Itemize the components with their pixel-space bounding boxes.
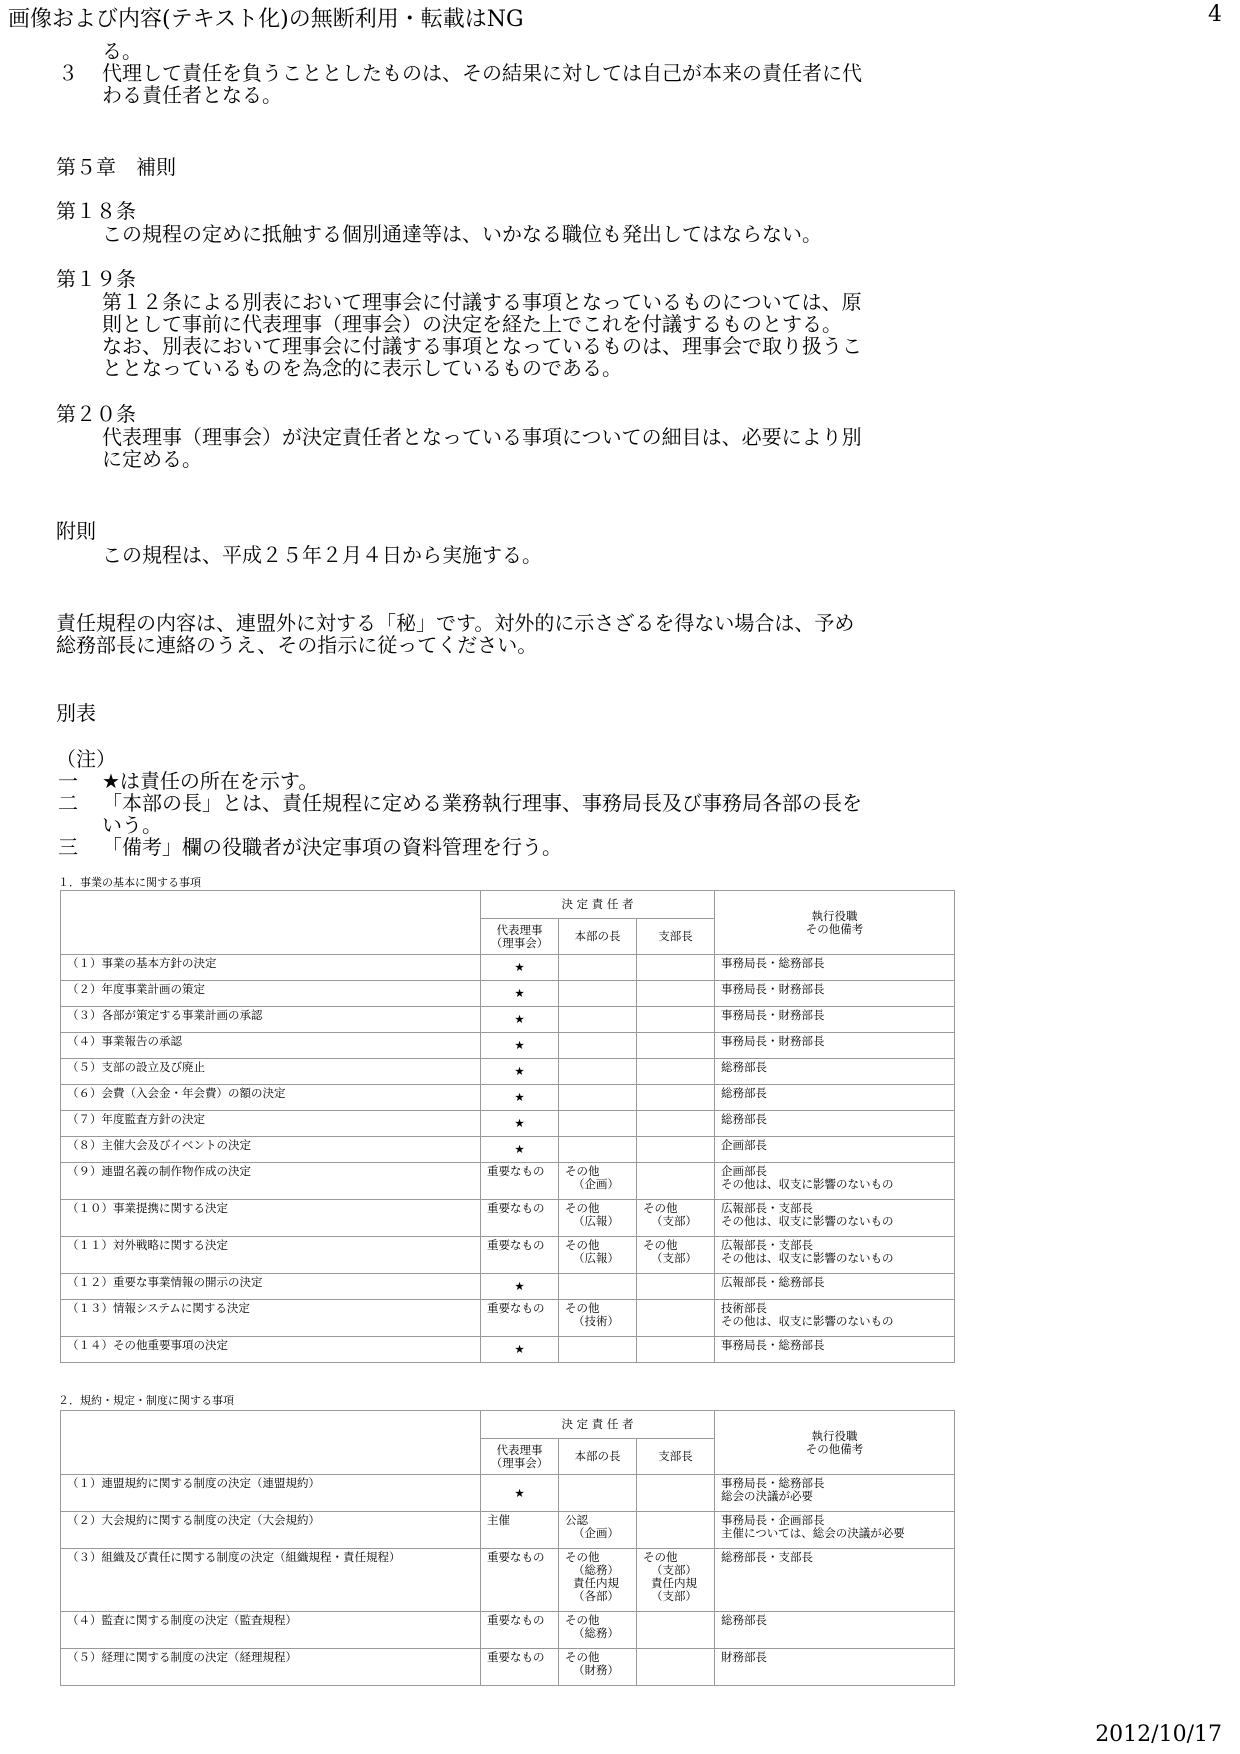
section1-title: １．事業の基本に関する事項: [58, 876, 201, 889]
row-hq: [559, 1111, 637, 1137]
responsibility-table-1: [60, 890, 955, 1363]
row-hq: [559, 1237, 637, 1274]
table-row: [61, 1300, 955, 1337]
article19-line3: なお、別表において理事会に付議する事項となっているものは、理事会で取り扱うこ: [102, 334, 862, 358]
cell-line: （企画）: [573, 1177, 619, 1191]
notes-title: （注）: [56, 747, 116, 771]
row-representative: ★: [481, 1007, 559, 1033]
row-hq: [559, 1007, 637, 1033]
row-representative: ★: [481, 1475, 559, 1512]
table-row: [61, 1200, 955, 1237]
cell-line: 企画部長: [721, 1164, 767, 1178]
row-branch: [637, 1007, 715, 1033]
table-row: [61, 981, 955, 1007]
row-remarks: [715, 981, 955, 1007]
table-row: [61, 1649, 955, 1686]
row-remarks: [715, 1549, 955, 1612]
row-hq: [559, 1549, 637, 1612]
row-branch: [637, 1237, 715, 1274]
cell-line: （財務）: [573, 1663, 619, 1677]
table-header-remarks: 執行役職 その他備考: [715, 891, 955, 955]
row-representative: 重要なもの: [481, 1163, 559, 1200]
supplementary-title: 附則: [56, 519, 96, 543]
table-header-branch: 支部長: [637, 1439, 715, 1475]
cell-line: 総務部長: [721, 1613, 767, 1627]
cell-line: その他: [565, 1201, 600, 1215]
table-row: [61, 955, 955, 981]
item-number: ３: [58, 61, 78, 85]
cell-line: 事務局長・総務部長: [721, 1338, 825, 1352]
table-row: [61, 1237, 955, 1274]
page-header-title: 画像および内容(テキスト化)の無断利用・転載はNG: [8, 7, 524, 32]
row-representative: ★: [481, 1111, 559, 1137]
table-header-representative: 代表理事 （理事会）: [481, 919, 559, 955]
cell-line: 広報部長・総務部長: [721, 1275, 825, 1289]
row-hq: [559, 1512, 637, 1549]
table-row: [61, 1111, 955, 1137]
responsibility-table-2: [60, 1410, 955, 1686]
cell-line: その他は、収支に影響のないもの: [721, 1177, 894, 1191]
cell-line: その他: [565, 1613, 600, 1627]
row-branch: [637, 1163, 715, 1200]
table-row: [61, 1059, 955, 1085]
row-branch: [637, 1200, 715, 1237]
row-hq: [559, 1475, 637, 1512]
cell-line: 企画部長: [721, 1138, 767, 1152]
page-number: 4: [1208, 2, 1222, 27]
row-hq: [559, 1137, 637, 1163]
row-item: （１２）重要な事業情報の開示の決定: [61, 1274, 481, 1300]
row-branch: [637, 981, 715, 1007]
row-representative: 重要なもの: [481, 1612, 559, 1649]
row-representative: ★: [481, 1059, 559, 1085]
row-branch: [637, 955, 715, 981]
row-item: （１４）その他重要事項の決定: [61, 1337, 481, 1363]
row-remarks: [715, 1337, 955, 1363]
row-item: （１０）事業提携に関する決定: [61, 1200, 481, 1237]
footer-date: 2012/10/17: [1095, 1722, 1222, 1747]
cell-line: （支部）: [651, 1589, 697, 1603]
table-header-group: 決 定 責 任 者: [481, 891, 715, 919]
row-item: （２）年度事業計画の策定: [61, 981, 481, 1007]
table-row: [61, 1549, 955, 1612]
article19-line1: 第１２条による別表において理事会に付議する事項となっているものについては、原: [102, 290, 862, 314]
row-representative: ★: [481, 1274, 559, 1300]
row-branch: [637, 1612, 715, 1649]
row-item: （３）各部が策定する事業計画の承認: [61, 1007, 481, 1033]
cell-line: 責任内規: [573, 1576, 619, 1590]
cell-line: 総会の決議が必要: [721, 1489, 813, 1503]
note2-text: 「本部の長」とは、責任規程に定める業務執行理事、事務局長及び事務局各部の長を: [102, 791, 862, 815]
cell-line: 技術部長: [721, 1301, 767, 1315]
continuation-text: る。: [102, 39, 142, 63]
row-item: （４）事業報告の承認: [61, 1033, 481, 1059]
cell-line: （総務）: [573, 1563, 619, 1577]
row-remarks: [715, 1512, 955, 1549]
table-header-remarks: 執行役職 その他備考: [715, 1411, 955, 1475]
row-representative: ★: [481, 1033, 559, 1059]
row-hq: [559, 1274, 637, 1300]
table-header-group: 決 定 責 任 者: [481, 1411, 715, 1439]
row-branch: [637, 1475, 715, 1512]
table-header-blank: [61, 891, 481, 955]
row-item: （４）監査に関する制度の決定（監査規程）: [61, 1612, 481, 1649]
row-item: （１１）対外戦略に関する決定: [61, 1237, 481, 1274]
row-branch: [637, 1137, 715, 1163]
cell-line: 事務局長・企画部長: [721, 1513, 825, 1527]
row-hq: [559, 1059, 637, 1085]
notice-line2: 総務部長に連絡のうえ、その指示に従ってください。: [56, 633, 538, 657]
cell-line: 事務局長・財務部長: [721, 982, 825, 996]
table-row: [61, 1512, 955, 1549]
row-item: （８）主催大会及びイベントの決定: [61, 1137, 481, 1163]
cell-line: その他は、収支に影響のないもの: [721, 1214, 894, 1228]
cell-line: 事務局長・財務部長: [721, 1008, 825, 1022]
cell-line: その他: [643, 1238, 678, 1252]
article18-title: 第１８条: [56, 199, 136, 223]
row-representative: ★: [481, 981, 559, 1007]
article18-text: この規程の定めに抵触する個別通達等は、いかなる職位も発出してはならない。: [102, 222, 822, 246]
row-hq: [559, 1337, 637, 1363]
row-representative: ★: [481, 955, 559, 981]
cell-line: 広報部長・支部長: [721, 1238, 813, 1252]
row-remarks: [715, 1649, 955, 1686]
item3-line2: わる責任者となる。: [102, 83, 282, 107]
row-item: （３）組織及び責任に関する制度の決定（組織規程・責任規程）: [61, 1549, 481, 1612]
row-hq: [559, 1085, 637, 1111]
table-row: [61, 1274, 955, 1300]
row-remarks: [715, 1085, 955, 1111]
row-item: （９）連盟名義の制作物作成の決定: [61, 1163, 481, 1200]
cell-line: その他: [643, 1201, 678, 1215]
row-remarks: [715, 1059, 955, 1085]
row-representative: 重要なもの: [481, 1237, 559, 1274]
table-row: [61, 1612, 955, 1649]
note3-number: 三: [58, 835, 78, 859]
row-hq: [559, 1649, 637, 1686]
cell-line: 総務部長: [721, 1112, 767, 1126]
row-representative: ★: [481, 1337, 559, 1363]
row-branch: [637, 1549, 715, 1612]
item3-line1: 代理して責任を負うこととしたものは、その結果に対しては自己が本来の責任者に代: [102, 61, 862, 85]
table-row: [61, 1137, 955, 1163]
cell-line: （支部）: [651, 1563, 697, 1577]
cell-line: （企画）: [573, 1526, 619, 1540]
cell-line: その他: [565, 1164, 600, 1178]
cell-line: 事務局長・総務部長: [721, 1476, 825, 1490]
note1-number: 一: [58, 769, 78, 793]
row-branch: [637, 1059, 715, 1085]
article19-line2: 則として事前に代表理事（理事会）の決定を経た上でこれを付議するものとする。: [102, 312, 842, 336]
cell-line: その他: [565, 1238, 600, 1252]
row-branch: [637, 1300, 715, 1337]
note3-text: 「備考」欄の役職者が決定事項の資料管理を行う。: [102, 835, 562, 859]
cell-line: （支部）: [651, 1251, 697, 1265]
cell-line: その他: [565, 1650, 600, 1664]
row-branch: [637, 1512, 715, 1549]
row-remarks: [715, 1163, 955, 1200]
cell-line: （技術）: [573, 1314, 619, 1328]
section2-title: ２．規約・規定・制度に関する事項: [58, 1394, 234, 1407]
cell-line: その他は、収支に影響のないもの: [721, 1314, 894, 1328]
cell-line: 事務局長・総務部長: [721, 956, 825, 970]
row-hq: [559, 955, 637, 981]
row-item: （６）会費（入会金・年会費）の額の決定: [61, 1085, 481, 1111]
table-row: [61, 1475, 955, 1512]
supplementary-text: この規程は、平成２５年２月４日から実施する。: [102, 543, 542, 567]
row-branch: [637, 1033, 715, 1059]
row-remarks: [715, 1111, 955, 1137]
appendix-title: 別表: [56, 701, 96, 725]
cell-line: その他: [565, 1301, 600, 1315]
row-hq: [559, 981, 637, 1007]
cell-line: 財務部長: [721, 1650, 767, 1664]
cell-line: （総務）: [573, 1626, 619, 1640]
row-branch: [637, 1274, 715, 1300]
notice-line1: 責任規程の内容は、連盟外に対する「秘」です。対外的に示さざるを得ない場合は、予め: [56, 611, 855, 635]
row-remarks: [715, 1300, 955, 1337]
article19-line4: ととなっているものを為念的に表示しているものである。: [102, 356, 622, 380]
chapter-title: 第５章 補則: [56, 155, 176, 179]
cell-line: 総務部長: [721, 1060, 767, 1074]
table-row: [61, 1033, 955, 1059]
row-remarks: [715, 1237, 955, 1274]
note1-text: ★は責任の所在を示す。: [102, 769, 319, 793]
cell-line: その他: [565, 1550, 600, 1564]
row-remarks: [715, 955, 955, 981]
row-hq: [559, 1300, 637, 1337]
row-representative: 重要なもの: [481, 1549, 559, 1612]
row-hq: [559, 1612, 637, 1649]
row-item: （７）年度監査方針の決定: [61, 1111, 481, 1137]
row-branch: [637, 1649, 715, 1686]
row-remarks: [715, 1033, 955, 1059]
row-hq: [559, 1033, 637, 1059]
article20-line2: に定める。: [102, 447, 202, 471]
row-remarks: [715, 1274, 955, 1300]
cell-line: その他: [643, 1550, 678, 1564]
cell-line: （広報）: [573, 1214, 619, 1228]
row-representative: 主催: [481, 1512, 559, 1549]
cell-line: 広報部長・支部長: [721, 1201, 813, 1215]
table-row: [61, 1337, 955, 1363]
cell-line: 主催については、総会の決議が必要: [721, 1526, 905, 1540]
row-remarks: [715, 1200, 955, 1237]
row-hq: [559, 1200, 637, 1237]
cell-line: 総務部長: [721, 1086, 767, 1100]
cell-line: その他は、収支に影響のないもの: [721, 1251, 894, 1265]
cell-line: （広報）: [573, 1251, 619, 1265]
table-row: [61, 1085, 955, 1111]
row-representative: 重要なもの: [481, 1649, 559, 1686]
row-representative: ★: [481, 1137, 559, 1163]
table-row: [61, 1007, 955, 1033]
article19-title: 第１９条: [56, 267, 136, 291]
row-branch: [637, 1337, 715, 1363]
row-item: （１）連盟規約に関する制度の決定（連盟規約）: [61, 1475, 481, 1512]
table-header-blank: [61, 1411, 481, 1475]
row-hq: [559, 1163, 637, 1200]
note2-text-cont: いう。: [102, 813, 162, 837]
cell-line: （支部）: [651, 1214, 697, 1228]
cell-line: 事務局長・財務部長: [721, 1034, 825, 1048]
table-header-hq: 本部の長: [559, 919, 637, 955]
row-representative: ★: [481, 1085, 559, 1111]
table-header-branch: 支部長: [637, 919, 715, 955]
table-row: [61, 1163, 955, 1200]
row-item: （２）大会規約に関する制度の決定（大会規約）: [61, 1512, 481, 1549]
row-remarks: [715, 1612, 955, 1649]
note2-number: 二: [58, 791, 78, 815]
cell-line: （各部）: [573, 1589, 619, 1603]
article20-title: 第２０条: [56, 402, 136, 426]
row-item: （５）経理に関する制度の決定（経理規程）: [61, 1649, 481, 1686]
row-remarks: [715, 1007, 955, 1033]
table-header-hq: 本部の長: [559, 1439, 637, 1475]
cell-line: 責任内規: [651, 1576, 697, 1590]
row-representative: 重要なもの: [481, 1300, 559, 1337]
row-item: （１）事業の基本方針の決定: [61, 955, 481, 981]
row-remarks: [715, 1137, 955, 1163]
cell-line: 総務部長・支部長: [721, 1550, 813, 1564]
row-branch: [637, 1085, 715, 1111]
cell-line: 公認: [565, 1513, 588, 1527]
row-branch: [637, 1111, 715, 1137]
row-remarks: [715, 1475, 955, 1512]
article20-line1: 代表理事（理事会）が決定責任者となっている事項についての細目は、必要により別: [102, 425, 862, 449]
table-header-representative: 代表理事 （理事会）: [481, 1439, 559, 1475]
row-representative: 重要なもの: [481, 1200, 559, 1237]
row-item: （５）支部の設立及び廃止: [61, 1059, 481, 1085]
row-item: （１３）情報システムに関する決定: [61, 1300, 481, 1337]
